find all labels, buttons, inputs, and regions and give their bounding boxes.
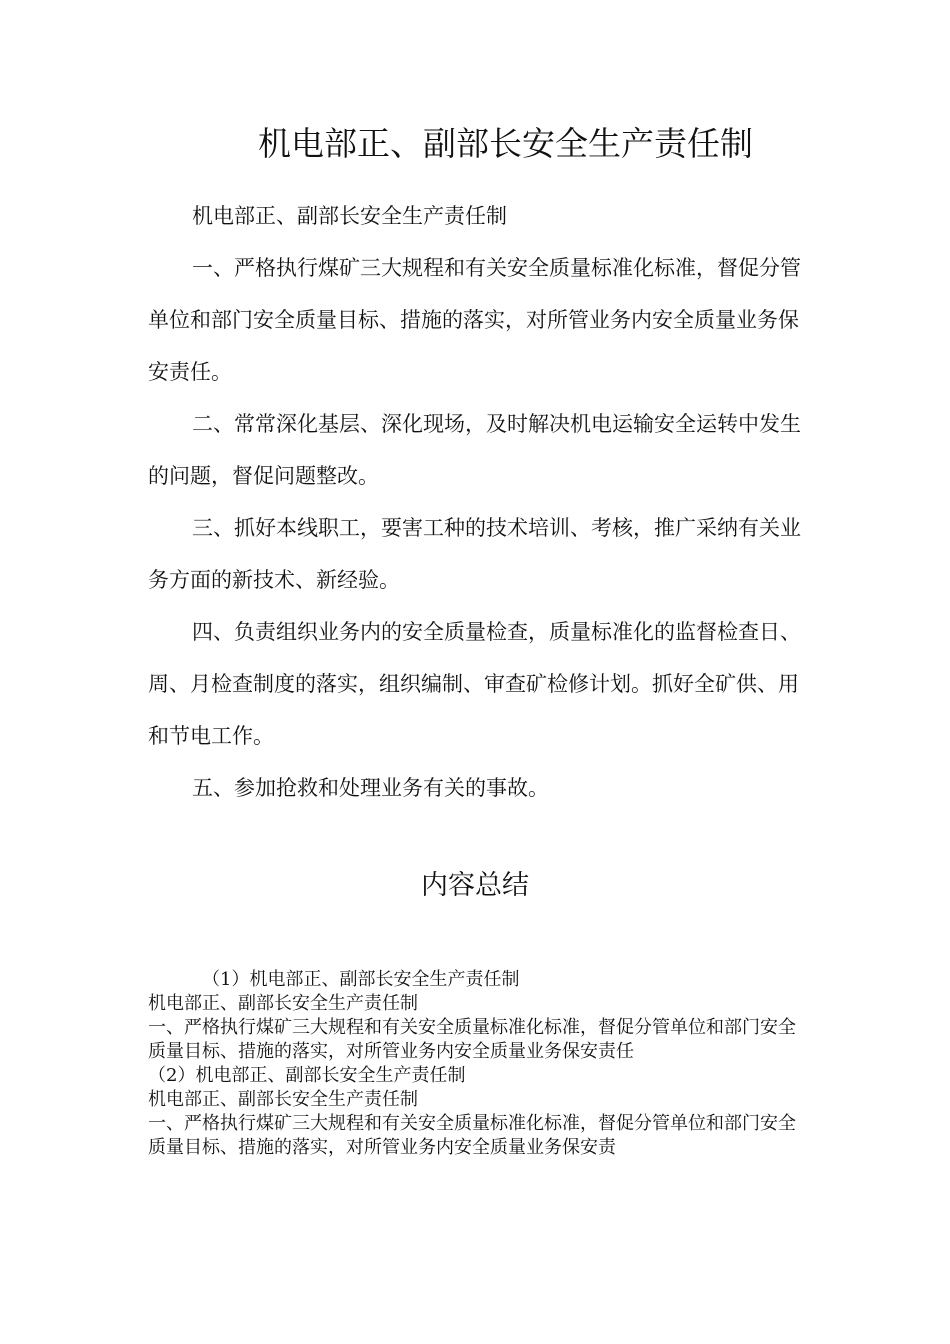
summary-line: 一、严格执行煤矿三大规程和有关安全质量标准化标准，督促分管单位和部门安全质量目标、措施的落实，对所管业务内安全质量业务保安责任 <box>148 1017 796 1062</box>
subtitle-line: 机电部正、副部长安全生产责任制 <box>192 204 507 228</box>
paragraph-4: 四、负责组织业务内的安全质量检查，质量标准化的监督检查日、周、月检查制度的落实，组织编制、审查矿检修计划。抓好全矿供、用和节电工作。 <box>148 620 801 748</box>
summary-block <box>148 968 808 1160</box>
summary-line: （1）机电部正、副部长安全生产责任制 <box>202 969 520 990</box>
summary-line: 机电部正、副部长安全生产责任制 <box>148 1089 418 1110</box>
paragraph-2: 二、常常深化基层、深化现场，及时解决机电运输安全运转中发生的问题，督促问题整改。 <box>148 412 801 488</box>
summary-line: （2）机电部正、副部长安全生产责任制 <box>148 1065 466 1086</box>
paragraph-1: 一、严格执行煤矿三大规程和有关安全质量标准化标准，督促分管单位和部门安全质量目标、措施的落实，对所管业务内安全质量业务保安责任。 <box>148 256 801 384</box>
paragraph-3: 三、抓好本线职工，要害工种的技术培训、考核，推广采纳有关业务方面的新技术、新经验。 <box>148 516 801 592</box>
summary-line: 一、严格执行煤矿三大规程和有关安全质量标准化标准，督促分管单位和部门安全质量目标、措施的落实，对所管业务内安全质量业务保安责 <box>148 1113 796 1158</box>
document-title: 机电部正、副部长安全生产责任制 <box>258 124 753 163</box>
summary-heading: 内容总结 <box>421 870 529 901</box>
paragraph-5: 五、参加抢救和处理业务有关的事故。 <box>192 776 549 800</box>
summary-line: 机电部正、副部长安全生产责任制 <box>148 993 418 1014</box>
